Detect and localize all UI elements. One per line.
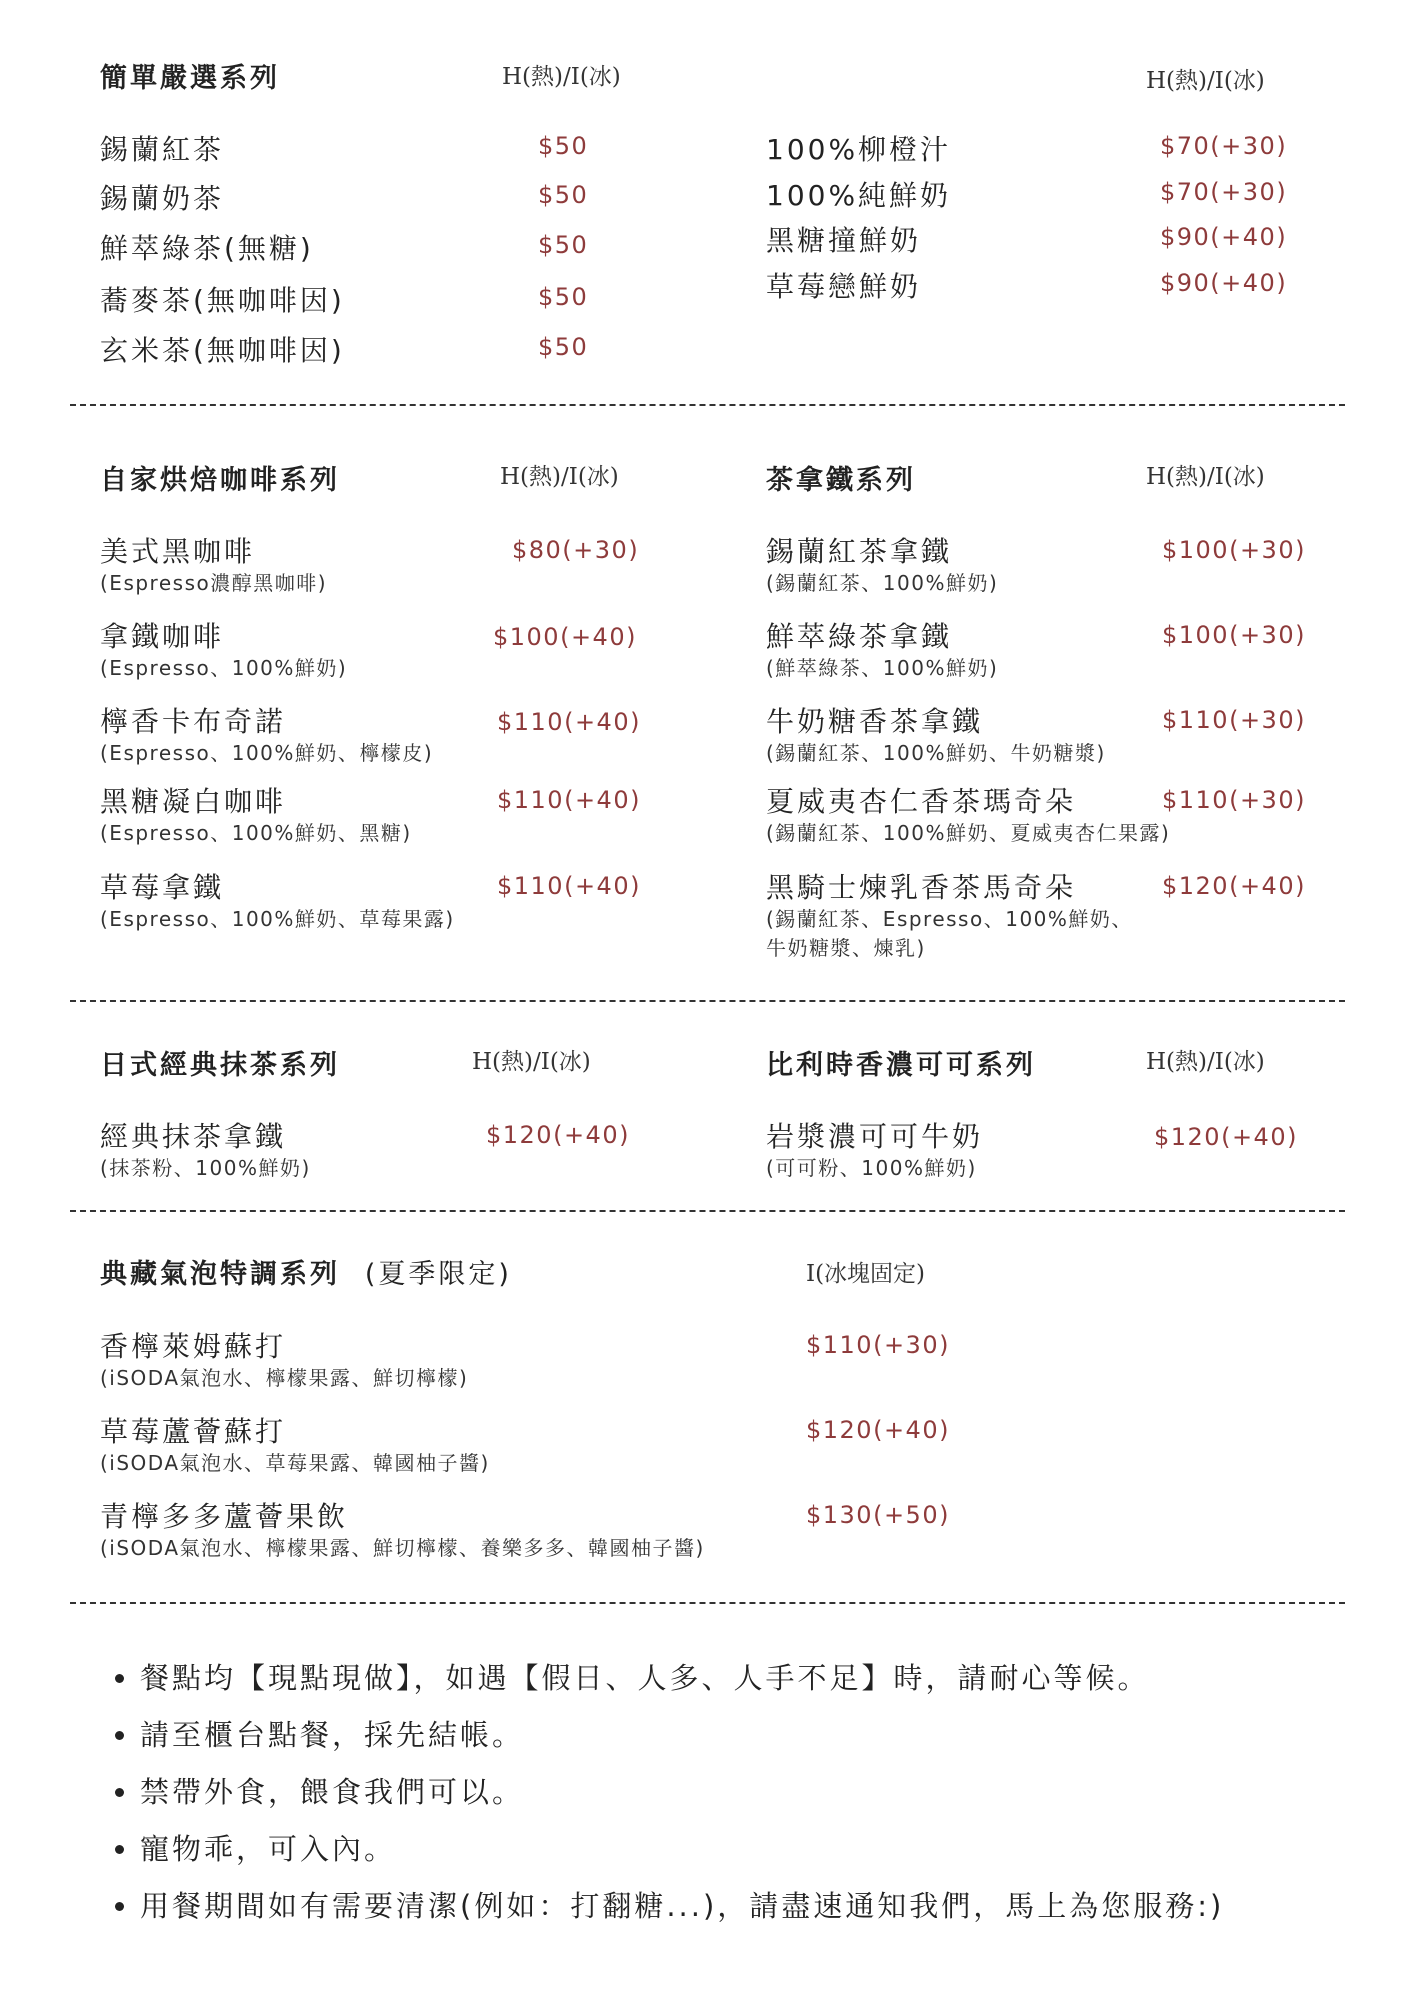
menu-item-price: $80(+30) xyxy=(512,536,640,564)
menu-item-name: 青檸多多蘆薈果飲 xyxy=(100,1500,349,1533)
menu-item-price: $90(+40) xyxy=(1160,269,1288,297)
menu-item-desc: (錫蘭紅茶、100%鮮奶) xyxy=(766,571,999,595)
note-item: • 寵物乖，可入內。 xyxy=(140,1821,1224,1878)
menu-item-desc: (Espresso、100%鮮奶、草莓果露) xyxy=(100,907,455,931)
note-item: • 請至櫃台點餐，採先結帳。 xyxy=(140,1707,1224,1764)
note-item: • 用餐期間如有需要清潔(例如：打翻糖...)，請盡速通知我們，馬上為您服務:) xyxy=(140,1878,1224,1935)
section-title-sparkling-main: 典藏氣泡特調系列 xyxy=(100,1259,340,1290)
menu-item-desc: (錫蘭紅茶、100%鮮奶、牛奶糖漿) xyxy=(766,741,1106,765)
section-title-cocoa: 比利時香濃可可系列 xyxy=(766,1050,1036,1081)
menu-item-name: 夏威夷杏仁香茶瑪奇朵 xyxy=(766,785,1077,818)
section-title-matcha: 日式經典抹茶系列 xyxy=(100,1050,340,1081)
notes-list xyxy=(100,1650,1224,1935)
menu-item-name: 鮮萃綠茶(無糖) xyxy=(100,232,314,265)
menu-item-price: $100(+40) xyxy=(493,623,637,651)
menu-item-price: $120(+40) xyxy=(486,1121,630,1149)
menu-item-desc: (Espresso、100%鮮奶、檸檬皮) xyxy=(100,741,434,765)
menu-item-name: 100%柳橙汁 xyxy=(766,133,952,166)
menu-item-price: $70(+30) xyxy=(1160,132,1288,160)
menu-item-name: 蕎麥茶(無咖啡因) xyxy=(100,284,345,317)
menu-item-desc: (Espresso濃醇黑咖啡) xyxy=(100,571,328,595)
section-divider xyxy=(70,1000,1345,1002)
section-title-simple: 簡單嚴選系列 xyxy=(100,63,280,94)
menu-item-name: 岩漿濃可可牛奶 xyxy=(766,1120,984,1153)
menu-item-desc: (iSODA氣泡水、檸檬果露、鮮切檸檬、養樂多多、韓國柚子醬) xyxy=(100,1536,705,1560)
menu-item-desc: (iSODA氣泡水、草莓果露、韓國柚子醬) xyxy=(100,1451,490,1475)
section-header-sparkling: I(冰塊固定) xyxy=(806,1261,926,1287)
menu-item-name: 美式黑咖啡 xyxy=(100,535,256,568)
menu-item-name: 香檸萊姆蘇打 xyxy=(100,1330,287,1363)
note-item: • 餐點均【現點現做】，如遇【假日、人多、人手不足】時，請耐心等候。 xyxy=(140,1650,1224,1707)
note-item: • 禁帶外食，餵食我們可以。 xyxy=(140,1764,1224,1821)
menu-item-desc: (鮮萃綠茶、100%鮮奶) xyxy=(766,656,999,680)
menu-item-name: 100%純鮮奶 xyxy=(766,179,952,212)
section-title-tea-latte: 茶拿鐵系列 xyxy=(766,465,916,496)
menu-item-name: 錫蘭紅茶拿鐵 xyxy=(766,535,953,568)
menu-item-desc: 牛奶糖漿、煉乳) xyxy=(766,936,926,960)
section-header-coffee: H(熱)/I(冰) xyxy=(500,464,619,490)
menu-item-desc: (Espresso、100%鮮奶、黑糖) xyxy=(100,821,412,845)
section-divider xyxy=(70,1210,1345,1212)
menu-item-desc: (抹茶粉、100%鮮奶) xyxy=(100,1156,311,1180)
menu-item-name: 經典抹茶拿鐵 xyxy=(100,1120,287,1153)
menu-item-name: 黑糖撞鮮奶 xyxy=(766,224,922,257)
menu-item-price: $100(+30) xyxy=(1162,536,1306,564)
menu-item-name: 黑騎士煉乳香茶馬奇朵 xyxy=(766,871,1077,904)
menu-item-desc: (可可粉、100%鮮奶) xyxy=(766,1156,977,1180)
menu-item-price: $90(+40) xyxy=(1160,223,1288,251)
menu-item-desc: (錫蘭紅茶、100%鮮奶、夏威夷杏仁果露) xyxy=(766,821,1171,845)
menu-item-price: $50 xyxy=(538,283,589,311)
menu-item-price: $110(+40) xyxy=(497,708,641,736)
section-header-tea-latte: H(熱)/I(冰) xyxy=(1146,464,1265,490)
menu-item-price: $110(+40) xyxy=(497,872,641,900)
section-divider xyxy=(70,1602,1345,1604)
menu-item-name: 黑糖凝白咖啡 xyxy=(100,785,287,818)
menu-item-desc: (Espresso、100%鮮奶) xyxy=(100,656,348,680)
menu-item-name: 草莓蘆薈蘇打 xyxy=(100,1415,287,1448)
section-header-simple-right: H(熱)/I(冰) xyxy=(1146,68,1265,94)
menu-item-name: 草莓拿鐵 xyxy=(100,871,225,904)
menu-item-price: $130(+50) xyxy=(806,1501,950,1529)
menu-item-price: $110(+30) xyxy=(1162,706,1306,734)
menu-item-name: 牛奶糖香茶拿鐵 xyxy=(766,705,984,738)
menu-item-name: 錫蘭奶茶 xyxy=(100,182,225,215)
menu-item-name: 鮮萃綠茶拿鐵 xyxy=(766,620,953,653)
menu-item-price: $50 xyxy=(538,231,589,259)
menu-item-name: 錫蘭紅茶 xyxy=(100,133,225,166)
menu-item-price: $50 xyxy=(538,132,589,160)
section-header-matcha: H(熱)/I(冰) xyxy=(472,1049,591,1075)
menu-item-desc: (錫蘭紅茶、Espresso、100%鮮奶、 xyxy=(766,907,1133,931)
menu-item-name: 草莓戀鮮奶 xyxy=(766,270,922,303)
menu-item-price: $110(+30) xyxy=(1162,786,1306,814)
section-header-cocoa: H(熱)/I(冰) xyxy=(1146,1049,1265,1075)
menu-item-desc: (iSODA氣泡水、檸檬果露、鮮切檸檬) xyxy=(100,1366,469,1390)
section-divider xyxy=(70,404,1345,406)
menu-item-price: $110(+40) xyxy=(497,786,641,814)
section-title-sparkling xyxy=(100,1252,512,1291)
menu-item-name: 玄米茶(無咖啡因) xyxy=(100,334,345,367)
menu-item-price: $100(+30) xyxy=(1162,621,1306,649)
menu-item-price: $50 xyxy=(538,333,589,361)
menu-item-price: $70(+30) xyxy=(1160,178,1288,206)
section-title-coffee: 自家烘焙咖啡系列 xyxy=(100,465,340,496)
menu-item-price: $120(+40) xyxy=(1162,872,1306,900)
menu-item-price: $110(+30) xyxy=(806,1331,950,1359)
menu-item-price: $120(+40) xyxy=(806,1416,950,1444)
section-title-sparkling-suffix: (夏季限定) xyxy=(364,1259,512,1290)
menu-item-price: $120(+40) xyxy=(1154,1123,1298,1151)
menu-item-name: 檸香卡布奇諾 xyxy=(100,705,287,738)
menu-item-price: $50 xyxy=(538,181,589,209)
section-header-simple: H(熱)/I(冰) xyxy=(502,64,621,90)
menu-item-name: 拿鐵咖啡 xyxy=(100,620,225,653)
